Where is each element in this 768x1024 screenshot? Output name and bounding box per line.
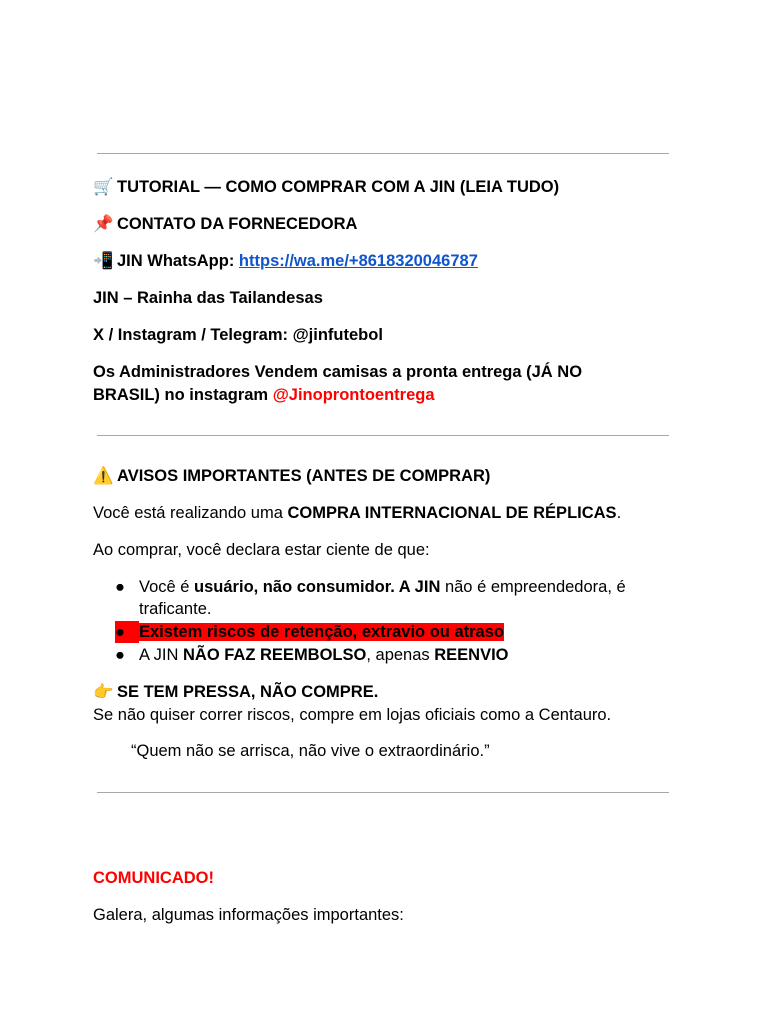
declare-line: Ao comprar, você declara estar ciente de que: [93,541,430,559]
pointing-hand-icon: 👉 [93,683,114,701]
social-line: X / Instagram / Telegram: @jinfutebol [93,326,383,344]
divider-bottom [97,792,669,793]
list-item-1-line-2: traficante. [139,600,212,618]
cart-icon: 🛒 [93,178,114,196]
intl-purchase-line: Você está realizando uma COMPRA INTERNACIONAL DE RÉPLICAS. [93,504,622,522]
bullet-marker-1: ● [115,578,125,596]
queen-line: JIN – Rainha das Tailandesas [93,289,323,307]
bullet-marker-3: ● [115,646,125,664]
hurry-heading: 👉 SE TEM PRESSA, NÃO COMPRE. [93,683,379,701]
divider-middle [97,435,669,436]
tutorial-heading: 🛒 TUTORIAL — COMO COMPRAR COM A JIN (LEIA TUDO) [93,178,560,196]
intro-line: Galera, algumas informações importantes: [93,906,404,924]
announcement-heading: COMUNICADO! [93,869,214,887]
bullet-marker-2: ● [115,623,125,641]
pushpin-icon: 📌 [93,215,114,233]
list-item-2 [139,621,504,643]
quote: “Quem não se arrisca, não vive o extraordinário.” [131,742,490,760]
risk-line: Se não quiser correr riscos, compre em lojas oficiais como a Centauro. [93,706,612,724]
whatsapp-line [93,250,478,272]
divider-top [97,153,669,154]
admins-line-1: Os Administradores Vendem camisas a pronta entrega (JÁ NO [93,363,583,381]
instagram-handle-link[interactable]: @Jinoprontoentrega [272,386,435,404]
phone-arrow-icon: 📲 [93,252,114,270]
whatsapp-label: JIN WhatsApp: [117,252,239,270]
contact-heading: 📌 CONTATO DA FORNECEDORA [93,215,358,233]
warning-icon: ⚠️ [93,467,114,485]
whatsapp-link[interactable]: https://wa.me/+8618320046787 [238,252,478,270]
warning-heading: ⚠️ AVISOS IMPORTANTES (ANTES DE COMPRAR) [93,467,491,485]
highlighted-text: Existem riscos de retenção, extravio ou atraso [139,623,504,641]
list-item-3: A JIN NÃO FAZ REEMBOLSO, apenas REENVIO [139,646,509,664]
admins-line-2: BRASIL) no instagram @Jinoprontoentrega [93,386,435,404]
list-item-1: Você é usuário, não consumidor. A JIN não é empreendedora, é [139,578,626,596]
